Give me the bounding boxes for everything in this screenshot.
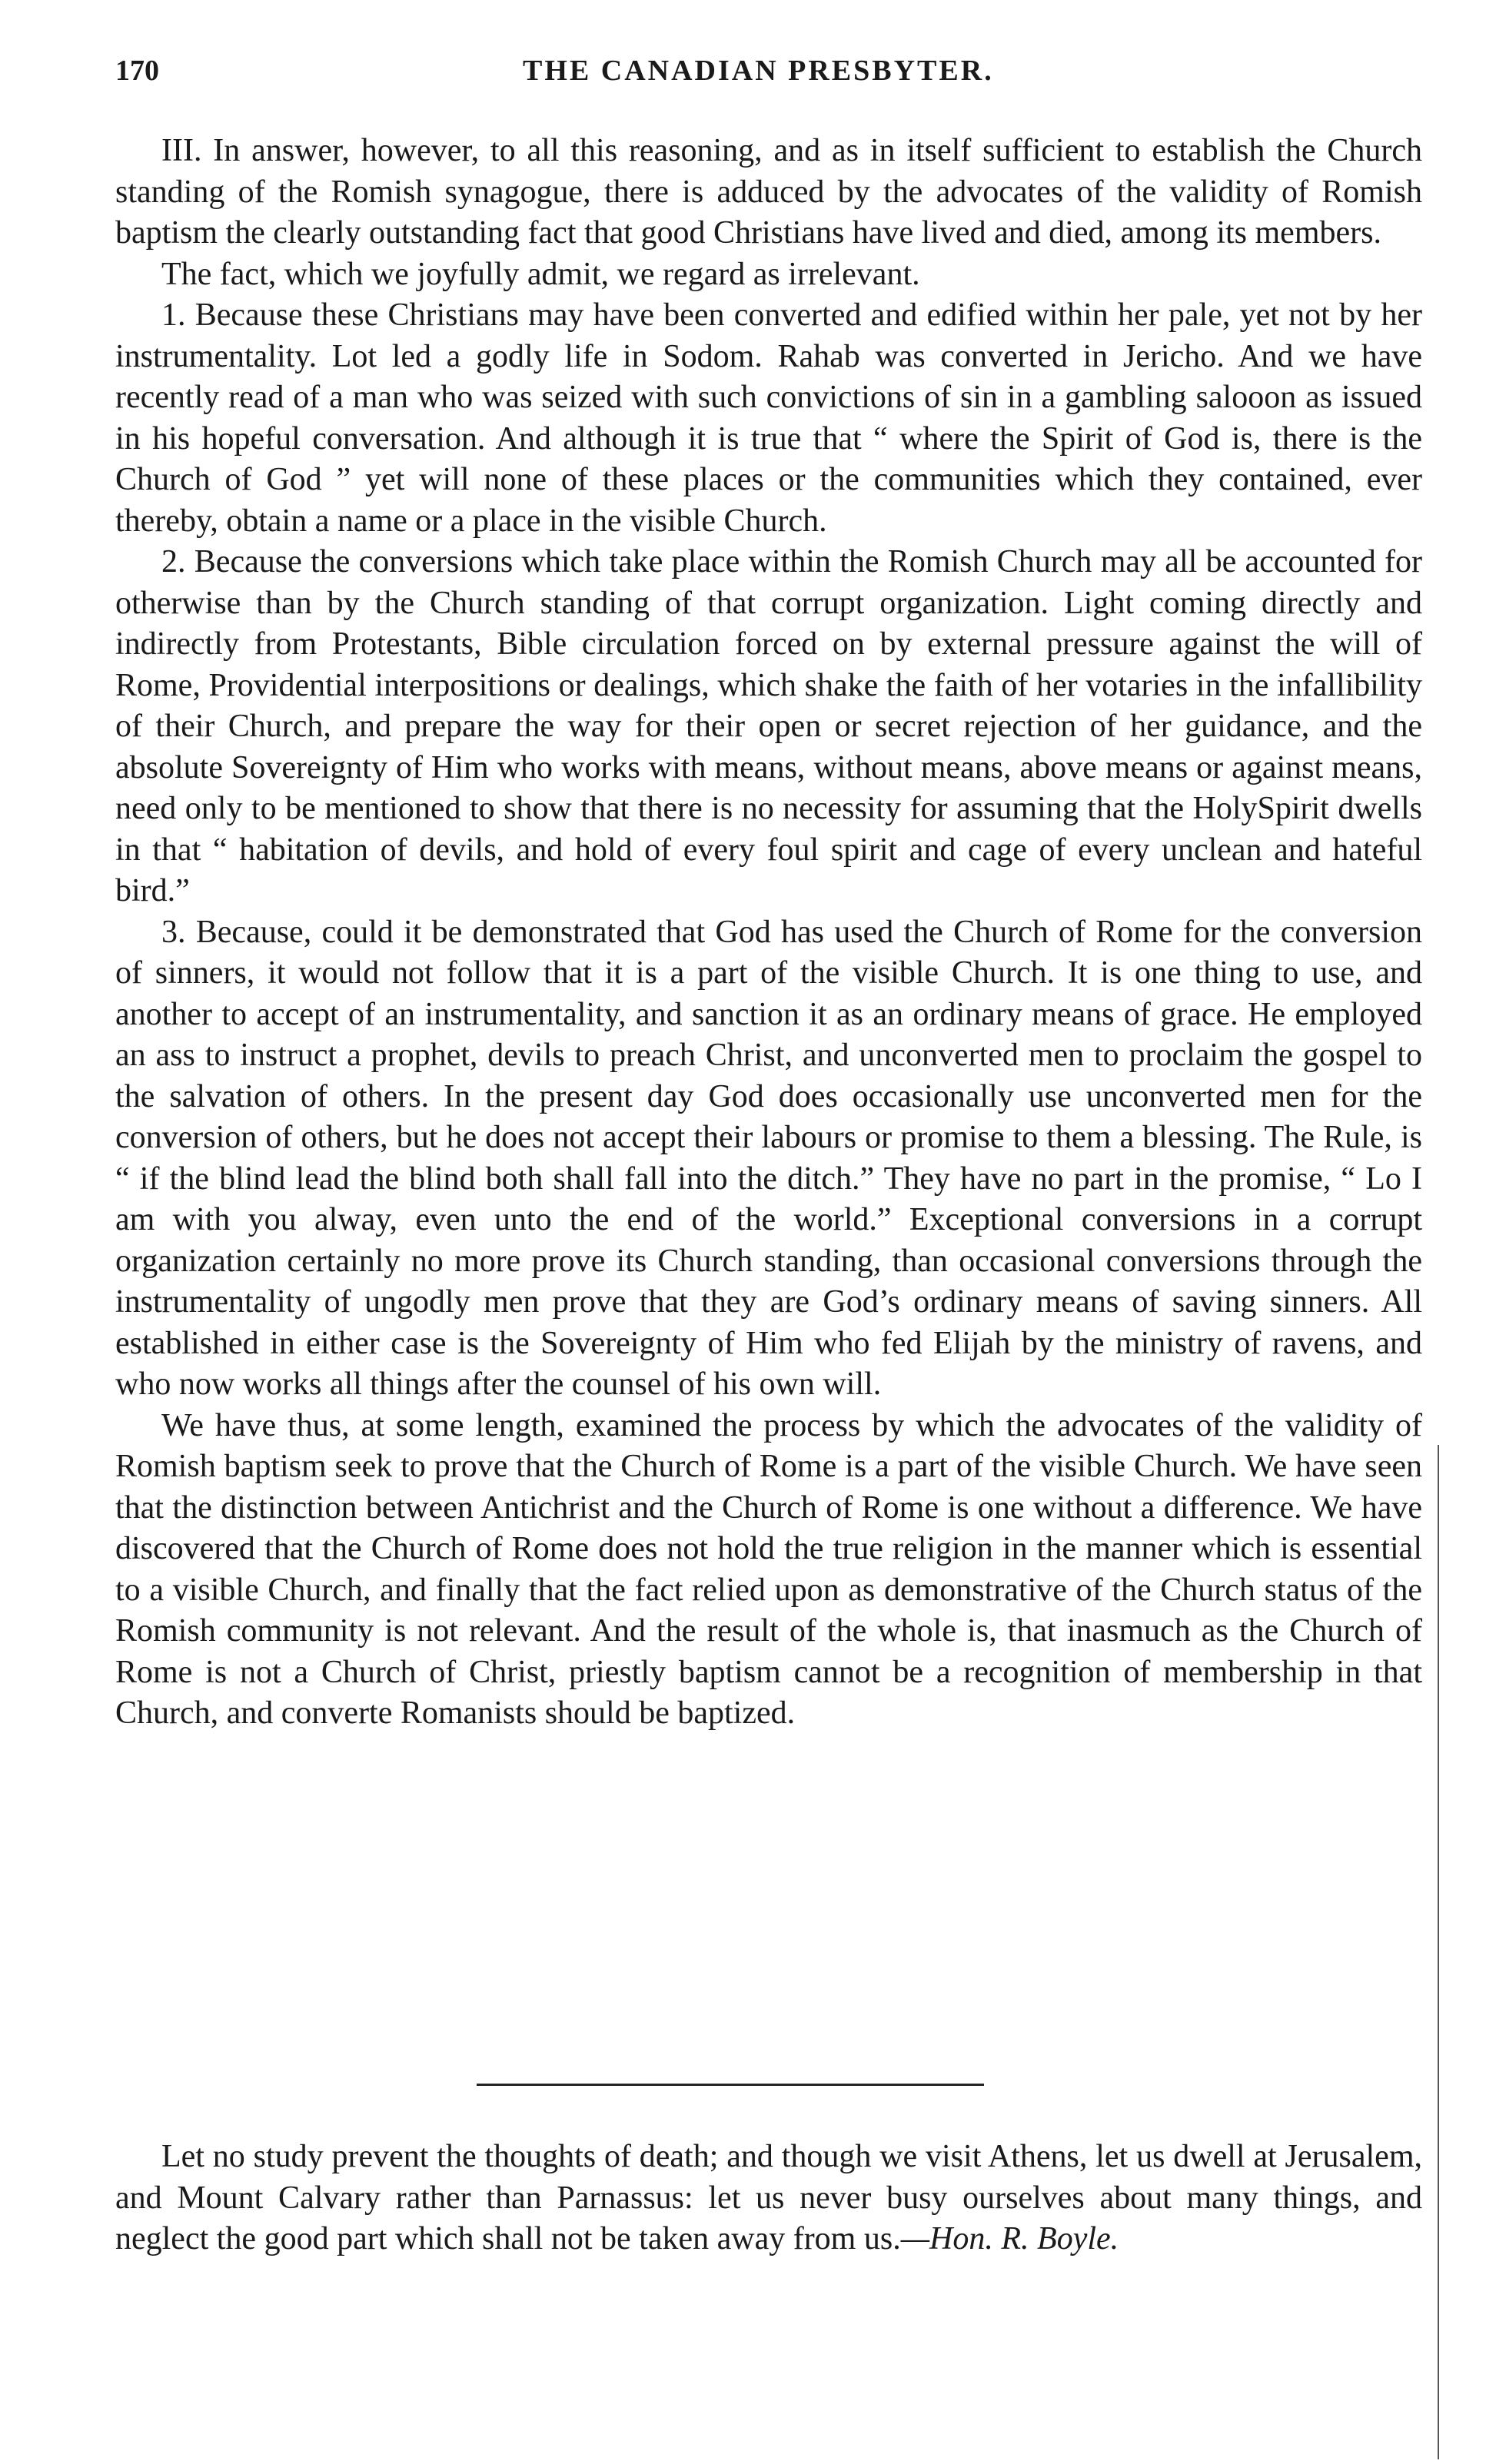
paragraph-conclusion: We have thus, at some length, examined the process by which the advocates of the validity of Romish baptism seek to prove that the Church of Rome is a part of the visible Church. We have seen that the distinction between Antichrist and the Church of Rome is one without a difference. We have discovered that the Church of Rome does not hold the true religion in the manner which is essential to a visible Church, and finally that the fact relied upon as demonstrative of the Church status of the Romish community is not relevant. And the result of the whole is, that inasmuch as the Church of Rome is not a Church of Christ, priestly baptism cannot be a recognition of membership in that Church, and converte Romanists should be baptized.	[115, 1407, 1422, 1731]
margin-rule	[1438, 1445, 1439, 2459]
paragraph-fact: The fact, which we joyfully admit, we regard as irrelevant.	[161, 256, 920, 292]
closing-quote	[115, 2137, 1422, 2260]
section-divider	[477, 2084, 984, 2086]
quote-paragraph	[115, 2137, 1422, 2260]
paragraph-point-3: 3. Because, could it be demonstrated that God has used the Church of Rome for the conversion of sinners, it would not follow that it is a part of the visible Church. It is one thing to use, and another to accept of an instrumentality, and sanction it as an ordinary means of grace. He employed an ass to instruct a prophet, devils to preach Christ, and unconverted men to proclaim the gospel to the salvation of others. In the present day God does occasionally use unconverted men for the conversion of others, but he does not accept their labours or promise to them a blessing. The Rule, is “ if the blind lead the blind both shall fall into the ditch.” They have no part in the promise, “ Lo I am with you alway, even unto the end of the world.” Exceptional conversions in a corrupt organization certainly no more prove its Church standing, than occasional conversions through the instrumentality of ungodly men prove that they are God’s ordinary means of saving sinners. All established in either case is the Sovereignty of Him who fed Elijah by the ministry of ravens, and who now works all things after the counsel of his own will.	[115, 914, 1422, 1402]
paragraph-point-2: 2. Because the conversions which take place within the Romish Church may all be accounted for otherwise than by the Church standing of that corrupt organization. Light coming directly and indirectly from Protestants, Bible circulation forced on by external pressure against the will of Rome, Providential interpositions or dealings, which shake the faith of her votaries in the infallibility of their Church, and prepare the way for their open or secret rejection of her guidance, and the absolute Sovereignty of Him who works with means, without means, above means or against means, need only to be mentioned to show that there is no necessity for assuming that the HolySpirit dwells in that “ habitation of devils, and hold of every foul spirit and cage of every unclean and hateful bird.”	[115, 544, 1422, 908]
paragraph-point-1: 1. Because these Christians may have been converted and edified within her pale, yet not by her instrumentality. Lot led a godly life in Sodom. Rahab was converted in Jericho. And we have recently read of a man who was seized with such convictions of sin in a gambling salooon as issued in his hopeful conversation. And although it is true that “ where the Spirit of God is, there is the Church of God ” yet will none of these places or the communities which they contained, ever thereby, obtain a name or a place in the visible Church.	[115, 297, 1422, 539]
article-body	[115, 131, 1422, 1735]
paragraph-iii: III. In answer, however, to all this reasoning, and as in itself sufficient to establish the Church standing of the Romish synagogue, there is adduced by the advocates of the validity of Romish baptism the clearly outstanding fact that good Christians have lived and died, among its members.	[115, 133, 1422, 251]
quote-attribution: —Hon. R. Boyle.	[900, 2221, 1119, 2256]
page-header	[115, 54, 1422, 100]
quote-text: Let no study prevent the thoughts of death; and though we visit Athens, let us dwell at Jerusalem, and Mount Calvary rather than Parnassus: let us never busy ourselves about many things, and neglect the good part which shall not be taken away from us.	[115, 2139, 1422, 2256]
page-number: 170	[115, 55, 159, 87]
running-head: THE CANADIAN PRESBYTER.	[523, 55, 994, 87]
